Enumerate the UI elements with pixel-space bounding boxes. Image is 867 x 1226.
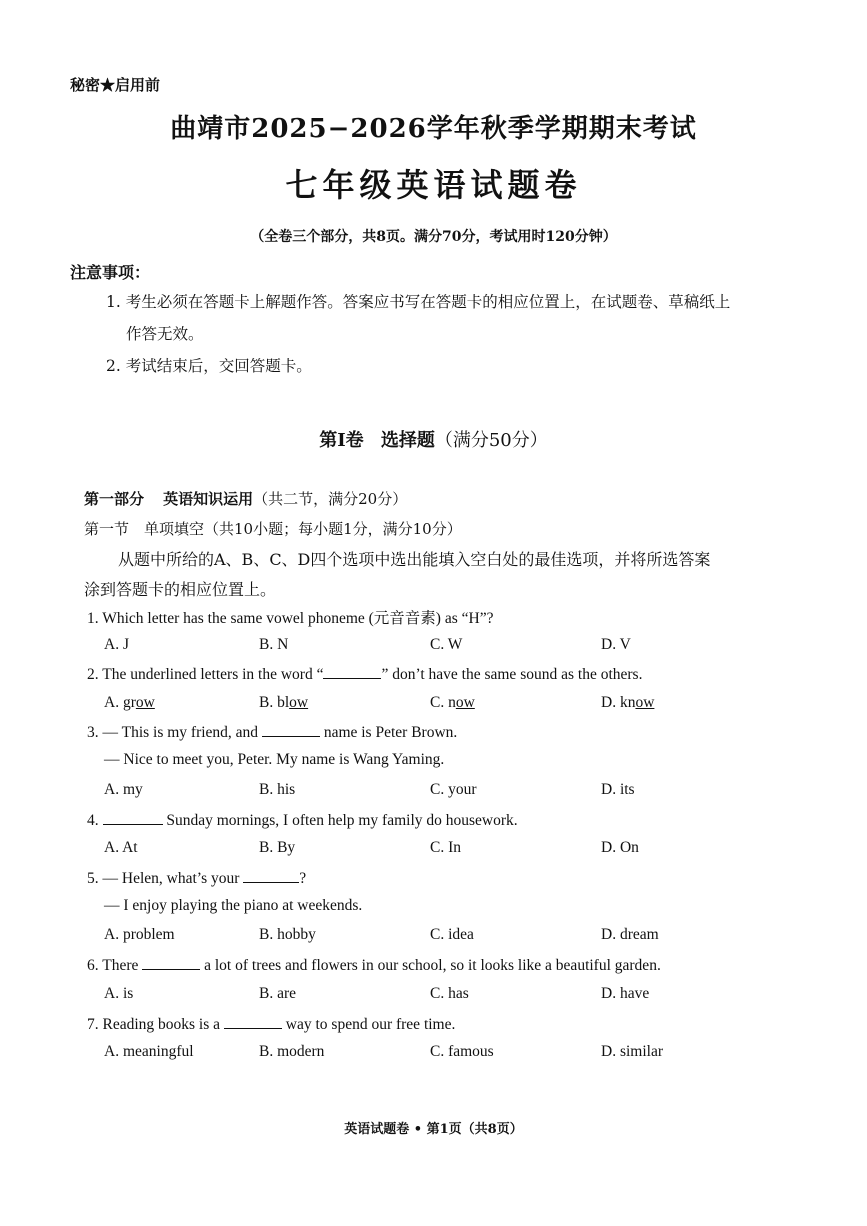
q6-blank — [142, 955, 200, 970]
q3-blank — [262, 722, 320, 737]
q4-stem-post: Sunday mornings, I often help my family do housework. — [166, 812, 518, 829]
q4-option-b: B. By — [259, 839, 296, 856]
page-footer: 英语试题卷 • 第1页（共8页） — [344, 1122, 523, 1137]
q2-option-c — [430, 694, 475, 712]
q5-option-a: A. problem — [104, 926, 175, 943]
q2-a-underlined: ow — [135, 694, 155, 711]
q7-stem-post: way to spend our free time. — [285, 1016, 456, 1033]
q6-option-a: A. is — [104, 985, 134, 1002]
q7-option-d: D. similar — [601, 1043, 663, 1060]
q5-blank — [243, 868, 299, 883]
q2-c-underlined: ow — [455, 694, 475, 711]
part-name: 英语知识运用 — [163, 490, 254, 508]
q3-option-a: A. my — [104, 781, 143, 798]
q5-option-b: B. hobby — [259, 926, 316, 943]
q4-option-c: C. In — [430, 839, 461, 856]
question-4-stem — [87, 810, 518, 830]
q6-option-b: B. are — [259, 985, 297, 1002]
part-heading — [84, 488, 407, 509]
q2-option-a — [104, 694, 155, 712]
q1-option-b: B. N — [259, 636, 289, 653]
volume-name: 选择题 — [380, 430, 435, 451]
part-label: 第一部分 — [84, 490, 145, 508]
q4-stem-pre: 4. — [87, 812, 99, 829]
instruction-line-1: 从题中所给的A、B、C、D四个选项中选出能填入空白处的最佳选项，并将所选答案 — [118, 550, 711, 569]
q2-option-d — [601, 694, 654, 712]
q2-option-b — [259, 694, 308, 712]
q7-stem-pre: 7. Reading books is a — [87, 1016, 221, 1033]
exam-subtitle: 七年级英语试题卷 — [285, 166, 582, 204]
q4-option-a: A. At — [104, 839, 138, 856]
q2-d-text: D. kn — [601, 694, 636, 711]
q2-blank — [323, 664, 381, 679]
q3-stem-pre: 3. — This is my friend, and — [87, 724, 259, 741]
exam-title: 曲靖市2025−2026学年秋季学期期末考试 — [170, 114, 697, 144]
exam-info: （全卷三个部分，共8页。满分70分，考试用时120分钟） — [250, 229, 617, 245]
q5-stem-post: ? — [299, 870, 307, 887]
q4-blank — [103, 810, 163, 825]
q2-b-underlined: ow — [289, 694, 309, 711]
q6-stem-pre: 6. There — [87, 957, 139, 974]
q3-option-d: D. its — [601, 781, 635, 798]
q7-option-c: C. famous — [430, 1043, 494, 1060]
q2-b-text: B. bl — [259, 694, 290, 711]
q2-a-text: A. gr — [104, 694, 136, 711]
question-3-line-2: — Nice to meet you, Peter. My name is Wang Yaming. — [104, 751, 445, 768]
question-3-stem — [87, 722, 457, 742]
volume-score: （满分50分） — [434, 430, 548, 451]
q1-option-c: C. W — [430, 636, 463, 653]
q2-c-text: C. n — [430, 694, 456, 711]
confidential-label: 秘密★启用前 — [70, 76, 161, 94]
q7-blank — [224, 1014, 282, 1029]
notice-item-1: 1. 考生必须在答题卡上解题作答。答案应书写在答题卡的相应位置上，在试题卷、草稿纸上 — [106, 293, 731, 311]
volume-heading — [0, 426, 867, 452]
q2-stem-post: ” don’t have the same sound as the others. — [381, 666, 643, 683]
instruction-line-2: 涂到答题卡的相应位置上。 — [84, 580, 277, 599]
notice-item-1-cont: 作答无效。 — [126, 325, 204, 343]
q1-option-d: D. V — [601, 636, 631, 653]
q4-option-d: D. On — [601, 839, 639, 856]
q3-stem-post: name is Peter Brown. — [323, 724, 458, 741]
q1-option-a: A. J — [104, 636, 129, 653]
volume-label: 第Ⅰ卷 — [319, 430, 364, 451]
question-5-stem — [87, 868, 306, 888]
q6-option-c: C. has — [430, 985, 469, 1002]
question-6-stem — [87, 955, 661, 975]
q2-d-underlined: ow — [635, 694, 655, 711]
q7-option-a: A. meaningful — [104, 1043, 194, 1060]
question-1-stem: 1. Which letter has the same vowel phoneme (元音音素) as “H”? — [87, 610, 494, 627]
section-heading: 第一节 单项填空（共10小题；每小题1分，满分10分） — [84, 520, 462, 538]
part-score: （共二节，满分20分） — [253, 490, 408, 508]
q2-stem-pre: 2. The underlined letters in the word “ — [87, 666, 324, 683]
question-2-stem — [87, 664, 642, 684]
q6-option-d: D. have — [601, 985, 650, 1002]
notice-heading: 注意事项： — [70, 263, 151, 282]
q3-option-c: C. your — [430, 781, 477, 798]
question-5-line-2: — I enjoy playing the piano at weekends. — [104, 897, 363, 914]
q5-stem-pre: 5. — Helen, what’s your — [87, 870, 240, 887]
notice-item-2: 2. 考试结束后，交回答题卡。 — [106, 357, 312, 375]
q5-option-c: C. idea — [430, 926, 474, 943]
q7-option-b: B. modern — [259, 1043, 325, 1060]
question-7-stem — [87, 1014, 455, 1034]
q3-option-b: B. his — [259, 781, 296, 798]
q5-option-d: D. dream — [601, 926, 659, 943]
q6-stem-post: a lot of trees and flowers in our school, so it looks like a beautiful garden. — [204, 957, 661, 974]
